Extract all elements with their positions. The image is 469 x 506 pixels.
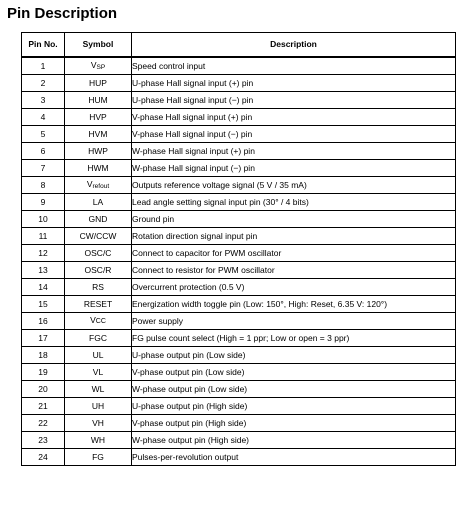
pin-description: Overcurrent protection (0.5 V) — [132, 279, 456, 296]
pin-symbol-text: CW/CCW — [79, 230, 117, 241]
pin-description: V-phase output pin (Low side) — [132, 364, 456, 381]
pin-symbol — [65, 262, 132, 279]
pin-symbol-text: FG — [92, 451, 104, 462]
pin-description: FG pulse count select (High = 1 ppr; Low or open = 3 ppr) — [132, 330, 456, 347]
pin-description-table — [21, 32, 456, 466]
pin-number: 4 — [22, 109, 65, 126]
pin-symbol-text: HUM — [88, 94, 108, 105]
pin-description: U-phase output pin (Low side) — [132, 347, 456, 364]
pin-symbol-text: HVP — [89, 111, 107, 122]
pin-description: W-phase Hall signal input (+) pin — [132, 143, 456, 160]
pin-description: W-phase output pin (Low side) — [132, 381, 456, 398]
pin-symbol-text: HUP — [89, 77, 107, 88]
pin-symbol-small-caps: CC — [95, 318, 106, 325]
table-row — [22, 313, 456, 330]
pin-description: U-phase Hall signal input (+) pin — [132, 75, 456, 92]
table-body — [22, 57, 456, 466]
pin-description: W-phase output pin (High side) — [132, 432, 456, 449]
page-title: Pin Description — [7, 5, 118, 22]
pin-symbol — [65, 364, 132, 381]
table-row — [22, 330, 456, 347]
pin-symbol-subscript: refout — [92, 182, 110, 190]
pin-number: 12 — [22, 245, 65, 262]
table-row — [22, 228, 456, 245]
pin-symbol — [65, 57, 132, 75]
pin-number: 1 — [22, 57, 65, 75]
header-description: Description — [132, 33, 456, 58]
table-row — [22, 57, 456, 75]
pin-description: Ground pin — [132, 211, 456, 228]
pin-number: 6 — [22, 143, 65, 160]
pin-symbol — [65, 313, 132, 330]
pin-number: 17 — [22, 330, 65, 347]
table-row — [22, 245, 456, 262]
pin-symbol-text: UH — [91, 400, 105, 411]
pin-symbol-text: OSC/C — [84, 247, 112, 258]
pin-symbol — [65, 449, 132, 466]
pin-description: Power supply — [132, 313, 456, 330]
pin-symbol — [65, 177, 132, 194]
pin-symbol-text: VH — [92, 417, 104, 428]
pin-symbol — [65, 92, 132, 109]
pin-description: Connect to resistor for PWM oscillator — [132, 262, 456, 279]
pin-description: W-phase Hall signal input (−) pin — [132, 160, 456, 177]
pin-number: 3 — [22, 92, 65, 109]
pin-number: 7 — [22, 160, 65, 177]
table-row — [22, 279, 456, 296]
pin-number: 5 — [22, 126, 65, 143]
pin-description: Speed control input — [132, 57, 456, 75]
table-row — [22, 177, 456, 194]
pin-symbol — [65, 398, 132, 415]
header-pin-no: Pin No. — [22, 33, 65, 58]
table-row — [22, 347, 456, 364]
pin-description: U-phase output pin (High side) — [132, 398, 456, 415]
pin-number: 23 — [22, 432, 65, 449]
pin-number: 21 — [22, 398, 65, 415]
table-header-row — [22, 33, 456, 58]
pin-number: 20 — [22, 381, 65, 398]
pin-symbol-text: V — [86, 178, 93, 189]
table-row — [22, 398, 456, 415]
pin-symbol — [65, 160, 132, 177]
pin-number: 9 — [22, 194, 65, 211]
pin-symbol — [65, 126, 132, 143]
table-row — [22, 432, 456, 449]
pin-description: V-phase Hall signal input (−) pin — [132, 126, 456, 143]
pin-description: Outputs reference voltage signal (5 V / 35 mA) — [132, 177, 456, 194]
pin-description: V-phase output pin (High side) — [132, 415, 456, 432]
pin-description: Rotation direction signal input pin — [132, 228, 456, 245]
pin-symbol-text: RS — [92, 281, 104, 292]
pin-number: 11 — [22, 228, 65, 245]
pin-symbol-subscript: SP — [96, 63, 106, 71]
pin-description: V-phase Hall signal input (+) pin — [132, 109, 456, 126]
pin-number: 24 — [22, 449, 65, 466]
pin-description: Connect to capacitor for PWM oscillator — [132, 245, 456, 262]
table-row — [22, 449, 456, 466]
pin-symbol — [65, 432, 132, 449]
table-row — [22, 211, 456, 228]
pin-number: 19 — [22, 364, 65, 381]
table-row — [22, 75, 456, 92]
pin-symbol — [65, 415, 132, 432]
table-row — [22, 415, 456, 432]
table-row — [22, 143, 456, 160]
pin-description: Pulses-per-revolution output — [132, 449, 456, 466]
header-symbol: Symbol — [65, 33, 132, 58]
table-row — [22, 194, 456, 211]
pin-number: 18 — [22, 347, 65, 364]
pin-symbol-text: UL — [92, 349, 104, 360]
pin-symbol-text: V — [90, 59, 97, 70]
pin-symbol-text: FGC — [89, 332, 107, 343]
pin-symbol-text: HWM — [87, 162, 109, 173]
pin-number: 16 — [22, 313, 65, 330]
pin-symbol — [65, 279, 132, 296]
pin-symbol-text: WH — [90, 434, 106, 445]
pin-symbol — [65, 194, 132, 211]
pin-symbol — [65, 381, 132, 398]
pin-symbol — [65, 245, 132, 262]
table-row — [22, 364, 456, 381]
pin-symbol — [65, 347, 132, 364]
pin-symbol — [65, 143, 132, 160]
pin-description: Lead angle setting signal input pin (30° / 4 bits) — [132, 194, 456, 211]
pin-number: 2 — [22, 75, 65, 92]
table-row — [22, 381, 456, 398]
pin-symbol-text: V — [90, 315, 96, 325]
table-row — [22, 92, 456, 109]
pin-number: 14 — [22, 279, 65, 296]
pin-symbol — [65, 75, 132, 92]
pin-symbol — [65, 211, 132, 228]
pin-symbol — [65, 330, 132, 347]
table-row — [22, 262, 456, 279]
pin-symbol — [65, 109, 132, 126]
pin-symbol-text: OSC/R — [84, 264, 112, 275]
pin-number: 10 — [22, 211, 65, 228]
pin-symbol-text: LA — [92, 196, 104, 207]
pin-number: 13 — [22, 262, 65, 279]
pin-description: U-phase Hall signal input (−) pin — [132, 92, 456, 109]
pin-symbol-text: HVM — [88, 128, 108, 139]
table-row — [22, 160, 456, 177]
table-row — [22, 126, 456, 143]
pin-symbol-text: RESET — [83, 298, 113, 309]
table-row — [22, 109, 456, 126]
pin-symbol-text: GND — [88, 213, 108, 224]
pin-number: 8 — [22, 177, 65, 194]
pin-symbol-text: VL — [92, 366, 104, 377]
pin-symbol — [65, 228, 132, 245]
pin-description: Energization width toggle pin (Low: 150°, High: Reset, 6.35 V: 120°) — [132, 296, 456, 313]
pin-number: 22 — [22, 415, 65, 432]
pin-symbol-text: HWP — [88, 145, 108, 156]
pin-number: 15 — [22, 296, 65, 313]
pin-symbol — [65, 296, 132, 313]
pin-symbol-text: WL — [91, 383, 105, 394]
table-row — [22, 296, 456, 313]
